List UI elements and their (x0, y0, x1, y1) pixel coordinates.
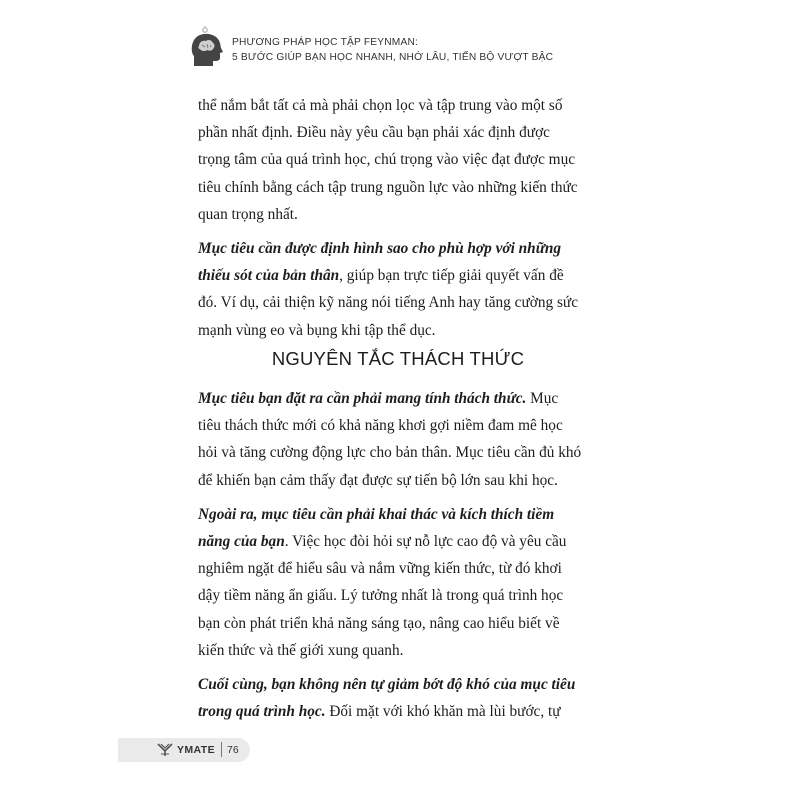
body-text-bottom (198, 385, 598, 725)
text-line: hỏi và tăng cường động lực cho bản thân. Mục tiêu cần đủ khó (198, 444, 582, 462)
emphasis-text: trong quá trình học. (198, 703, 326, 721)
text-line: dậy tiềm năng ẩn giấu. Lý tưởng nhất là trong quá trình học (198, 587, 564, 605)
text-line: kiến thức và thế giới xung quanh. (198, 641, 404, 659)
emphasis-text: Cuối cùng, bạn không nên tự giảm bớt độ khó của mục tiêu (198, 676, 576, 694)
text-line: tiêu chính bằng cách tập trung nguồn lực vào những kiến thức (198, 178, 578, 196)
head-brain-icon (190, 26, 224, 70)
text-line: thể nắm bắt tất cả mà phải chọn lọc và tập trung vào một số (198, 97, 563, 114)
text-line: nghiêm ngặt để hiểu sâu và nắm vững kiến thức, từ đó khơi (198, 560, 562, 578)
text-line: tiêu thách thức mới có khả năng khơi gợi niềm đam mê học (198, 417, 563, 435)
text-run: Đối mặt với khó khăn mà lùi bước, tự (325, 703, 561, 721)
running-header (190, 26, 610, 70)
page-number: 76 (227, 744, 239, 756)
footer-brand: YMATE (177, 744, 215, 756)
emphasis-text: Mục tiêu bạn đặt ra cần phải mang tính thách thức. (198, 390, 527, 407)
footer-divider (221, 742, 222, 757)
paragraph-3 (198, 385, 598, 494)
text-line: đó. Ví dụ, cải thiện kỹ năng nói tiếng Anh hay tăng cường sức (198, 294, 578, 312)
ymate-logo-icon (157, 743, 173, 757)
header-title-line1: PHƯƠNG PHÁP HỌC TẬP FEYNMAN: (232, 37, 419, 48)
text-line: phần nhất định. Điều này yêu cầu bạn phải xác định được (198, 124, 550, 142)
emphasis-text: Ngoài ra, mục tiêu cần phải khai thác và kích thích tiềm (198, 505, 555, 523)
paragraph-2 (198, 235, 598, 344)
text-line: để khiến bạn cảm thấy đạt được sự tiến bộ lớn sau khi học. (198, 471, 558, 489)
text-line: mạnh vùng eo và bụng khi tập thể dục. (198, 321, 436, 339)
text-line: bạn còn phát triển khả năng sáng tạo, nâng cao hiểu biết về (198, 614, 560, 632)
text-line: quan trọng nhất. (198, 205, 298, 223)
text-run: Mục (526, 390, 559, 407)
paragraph-4 (198, 501, 598, 664)
emphasis-text: thiếu sót của bản thân (198, 267, 340, 285)
text-run: . Việc học đòi hỏi sự nỗ lực cao độ và yêu cầu (284, 533, 567, 551)
body-text-top (198, 92, 598, 344)
section-heading: NGUYÊN TẮC THÁCH THỨC (271, 348, 525, 369)
paragraph-5 (198, 671, 598, 725)
text-line: trọng tâm của quá trình học, chú trọng vào việc đạt được mục (198, 151, 576, 169)
text-run: , giúp bạn trực tiếp giải quyết vấn đề (339, 267, 564, 285)
header-title-line2: 5 BƯỚC GIÚP BẠN HỌC NHANH, NHỚ LÂU, TIẾN BỘ VƯỢT BẬC (232, 52, 554, 63)
emphasis-text: năng của bạn (198, 533, 285, 551)
emphasis-text: Mục tiêu cần được định hình sao cho phù hợp với những (198, 240, 562, 258)
paragraph-1 (198, 92, 598, 228)
